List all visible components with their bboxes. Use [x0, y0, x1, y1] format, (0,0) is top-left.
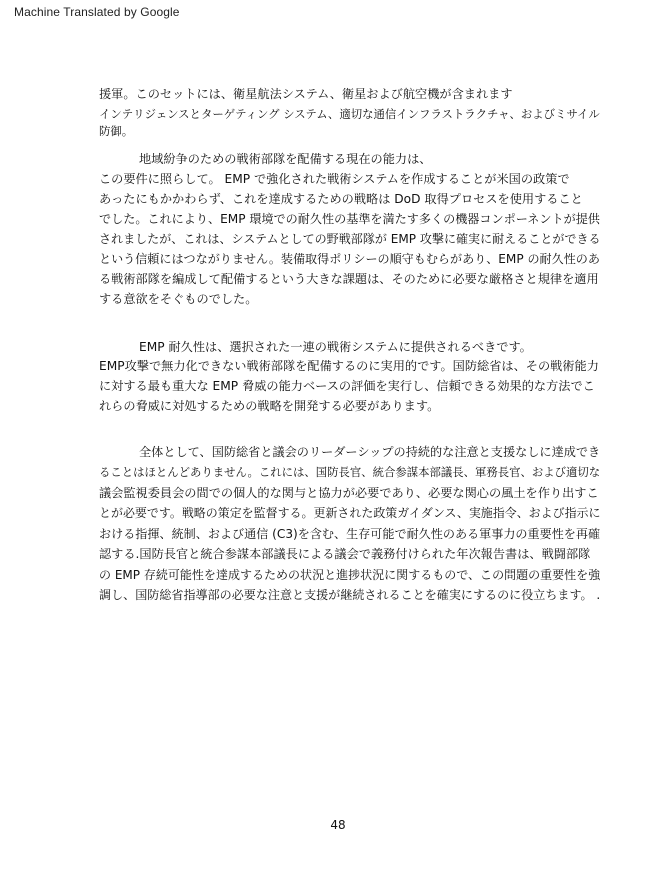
body-line: あったにもかかわらず、これを達成するための戦略は DoD 取得プロセスを使用すること	[99, 192, 583, 206]
body-line: 議会監視委員会の間での個人的な関与と協力が必要であり、必要な関心の風土を作り出すこ	[99, 486, 599, 500]
body-line: れらの脅威に対処するための戦略を開発する必要があります。	[99, 399, 440, 413]
page-number	[0, 818, 670, 832]
body-line: 防御。	[99, 124, 134, 138]
page-number-text: 48	[330, 818, 346, 832]
body-line: でした。これにより、EMP 環境での耐久性の基準を満たす多くの機器コンポーネントが提供	[99, 212, 600, 226]
body-line: に対する最も重大な EMP 脅威の能力ベースの評価を実行し、信頼できる効果的な方法でこ	[99, 379, 595, 393]
body-line: この要件に照らして。 EMP で強化された戦術システムを作成することが米国の政策で	[99, 172, 570, 186]
body-line: の EMP 存続可能性を達成するための状況と進捗状況に関するもので、この問題の重要性を強	[99, 568, 601, 582]
body-line: ることはほとんどありません。これには、国防長官、統合参謀本部議長、軍務長官、および適切な	[99, 465, 601, 479]
machine-translation-banner: Machine Translated by Google	[14, 5, 180, 19]
body-line: 調し、国防総省指導部の必要な注意と支援が継続されることを確実にするのに役立ちます。 .	[99, 588, 601, 602]
body-line: おける指揮、統制、および通信 (C3)を含む、生存可能で耐久性のある軍事力の重要性を再確	[99, 527, 601, 541]
body-line: インテリジェンスとターゲティング システム、適切な通信インフラストラクチャ、およびミサイル	[99, 107, 600, 121]
body-line: されましたが、これは、システムとしての野戦部隊が EMP 攻撃に確実に耐えることができる	[99, 232, 601, 246]
body-line: という信頼にはつながりません。装備取得ポリシーの順守もむらがあり、EMP の耐久性のあ	[99, 252, 600, 266]
body-line: 地域紛争のための戦術部隊を配備する現在の能力は、	[139, 152, 432, 166]
body-line: 援軍。このセットには、衛星航法システム、衛星および航空機が含まれます	[99, 87, 513, 101]
body-line: る戦術部隊を編成して配備するという大きな課題は、そのために必要な厳格さと規律を適用	[99, 272, 599, 286]
body-line: 全体として、国防総省と議会のリーダーシップの持続的な注意と支援なしに達成でき	[139, 445, 601, 459]
body-line: EMP 耐久性は、選択された一連の戦術システムに提供されるべきです。	[139, 340, 532, 354]
body-line: する意欲をそぐものでした。	[99, 292, 258, 306]
body-line: EMP攻撃で無力化できない戦術部隊を配備するのに実用的です。国防総省は、その戦術能力	[99, 359, 599, 373]
body-line: 認する.国防長官と統合参謀本部議長による議会で義務付けられた年次報告書は、戦闘部隊	[99, 547, 591, 561]
body-line: とが必要です。戦略の策定を監督する。更新された政策ガイダンス、実施指令、および指示に	[99, 506, 601, 520]
